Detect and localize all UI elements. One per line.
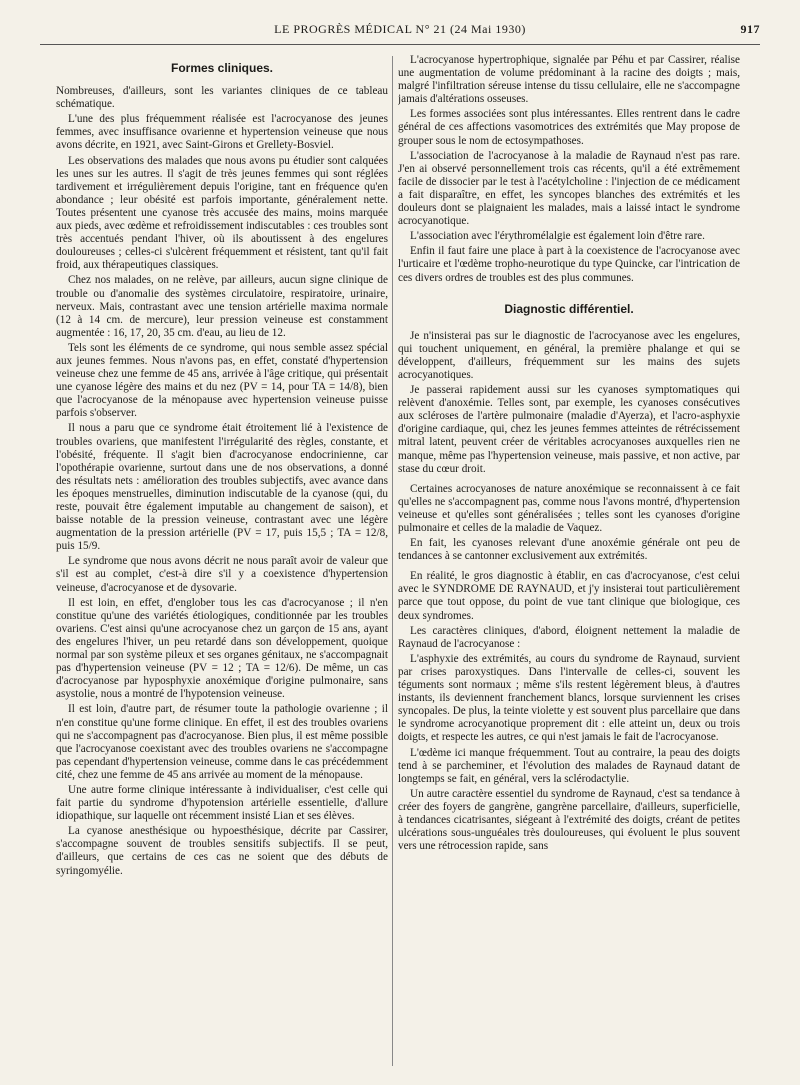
paragraph: Il est loin, en effet, d'englober tous les cas d'acrocyanose ; il n'en constitue qu'une des variétés étiologiques, conditionnée par les troubles ovariens. C'est ainsi qu'une acrocyanose chez un garçon de 15 ans, ayant des engelures l'hiver, un peu retardé dans son développement, quoique normal par son système pileux et ses organes génitaux, ne s'accompagnait pas d'hypertension veineuse (PV = 12 ; TA = 12/6). De même, un cas d'acrocyanose par hyposphyxie anoxémique d'origine pulmonaire, sans asystolie, nous a montré de l'hypotension veineuse.	[56, 596, 388, 701]
paragraph: La cyanose anesthésique ou hypoesthésique, décrite par Cassirer, s'accompagne souvent de troubles sensitifs subjectifs. Il se peut, d'ailleurs, que certains de ces cas ne soient que des débuts de syringomyélie.	[56, 825, 388, 877]
paragraph: L'acrocyanose hypertrophique, signalée par Péhu et par Cassirer, réalise une augmentation de volume prédominant à la racine des doigts ; mais, malgré l'infiltration séreuse intense du tissu cellulaire, elle ne s'accompagne jamais d'altérations osseuses.	[398, 54, 740, 106]
paragraph: Il nous a paru que ce syndrome était étroitement lié à l'existence de troubles ovariens, que manifestent l'irrégularité des règles, constante, et l'obésité, fréquente. Il s'agit bien d'acrocyanose endocrinienne, car l'opothérapie ovarienne, surtout dans une de nos observations, a donné des résultats nets : amélioration des troubles subjectifs, avec avance dans les époques menstruelles, diminution indiscutable de la cyanose (qui, du reste, pouvait être également imputable au changement de saison), et baisse notable de la pression veineuse, contrastant avec une légère augmentation de la pression artérielle (PV = 17, puis 15,5 ; TA = 12/8, puis 15/9.	[56, 422, 388, 553]
left-column	[56, 54, 388, 1074]
paragraph: Enfin il faut faire une place à part à la coexistence de l'acrocyanose avec l'urticaire et l'œdème tropho-neurotique du type Quincke, car l'intrication de ces divers ordres de troubles est des plus communes.	[398, 245, 740, 284]
paragraph: Certaines acrocyanoses de nature anoxémique se reconnaissent à ce fait qu'elles ne s'accompagnent pas, comme nous l'avons montré, d'hypertension veineuse et qu'elles sont généralisées ; telles sont les cyanoses d'origine pulmonaire et celles de la maladie de Vaquez.	[398, 482, 740, 534]
paragraph: L'asphyxie des extrémités, au cours du syndrome de Raynaud, survient par crises paroxystiques. Dans l'intervalle de celles-ci, souvent les téguments sont normaux ; même s'ils restent légèrement bleus, à d'autres instants, ils deviennent franchement blancs, lorsque surviennent les crises syncopales. De plus, la teinte violette y est souvent plus parcellaire que dans le syndrome acrocyanotique proprement dit : elle atteint un, deux ou trois doigts, et respecte les autres, ce qui n'est jamais le fait de l'acrocyanose.	[398, 652, 740, 744]
section-heading-diagnostic-differentiel: Diagnostic différentiel.	[504, 301, 634, 316]
running-header	[40, 20, 760, 45]
paragraph: Il est loin, d'autre part, de résumer toute la pathologie ovarienne ; il n'en constitue qu'une forme clinique. En effet, il est des troubles ovariens qui ne s'accompagnent pas d'acrocyanose. Bien plus, il est même possible que l'acrocyanose coexistant avec des troubles ovariens ne s'accompagne pas cependant d'hypertension veineuse, comme dans le cas précédemment cité, chez une femme de 45 ans arrivée au moment de la ménopause.	[56, 703, 388, 781]
paragraph: L'association avec l'érythromélalgie est également loin d'être rare.	[410, 230, 705, 243]
paragraph: Je passerai rapidement aussi sur les cyanoses symptomatiques qui relèvent d'anoxémie. Telles sont, par exemple, les cyanoses consécutives aux scléroses de l'artère pulmonaire (maladie d'Ayerza), et l'acro-asphyxie d'origine cardiaque, qui, chez les jeunes femmes atteintes de rétrécissement mitral latent, peuvent créer de véritables acrocyanoses auxquelles rien ne manque, même pas l'hypertension veineuse, mais passive, et non active, par stase du cœur droit.	[398, 384, 740, 475]
paragraph: Tels sont les éléments de ce syndrome, qui nous semble assez spécial aux jeunes femmes. Nous n'avons pas, en effet, constaté d'hypertension veineuse chez une femme de 45 ans, arrivée à l'âge critique, qui présentait une cyanose légère des mains et du nez (PV = 14, pour TA = 14/8), bien que l'acrocyanose de la ménopause avec hypertension veineuse puisse parfois s'observer.	[56, 341, 388, 420]
paragraph: Je n'insisterai pas sur le diagnostic de l'acrocyanose avec les engelures, qui touchent uniquement, en général, la première phalange et qui se développent, d'ailleurs, fréquemment sur les mains des sujets acrocyanotiques.	[398, 329, 740, 381]
paragraph: L'une des plus fréquemment réalisée est l'acrocyanose des jeunes femmes, avec insuffisance ovarienne et hypertension veineuse que nous avons décrite, en 1921, avec Saint-Girons et Grellety-Bosviel.	[56, 113, 388, 152]
right-column	[398, 54, 740, 1074]
paragraph: En réalité, le gros diagnostic à établir, en cas d'acrocyanose, c'est celui avec le SYNDROME DE RAYNAUD, et j'y insisterai tout particulièrement parce que tout oppose, du point de vue tant clinique que biologique, ces deux syndromes.	[398, 570, 740, 622]
column-divider	[392, 56, 393, 1066]
paragraph: Les observations des malades que nous avons pu étudier sont calquées les unes sur les autres. Il s'agit de très jeunes femmes qui sont réglées tardivement et irrégulièrement depuis l'origine, tant en fréquence qu'en abondance ; leur obésité est parfois importante, généralement nette. Toutes présentent une cyanose très accusée des mains, moins marquée aux pieds, avec œdème et refroidissement indiscutables : ces troubles sont très accentués pendant l'hiver, où ils aboutissent à des engelures douloureuses ; celles-ci s'ulcèrent fréquemment et résistent, tant qu'il fait froid, aux thérapeutiques classiques.	[56, 154, 388, 272]
paragraph: Les caractères cliniques, d'abord, éloignent nettement la maladie de Raynaud de l'acrocyanose :	[398, 624, 740, 650]
paragraph: En fait, les cyanoses relevant d'une anoxémie générale ont peu de tendances à se cantonner exclusivement aux extrémités.	[398, 537, 740, 563]
page-number: 917	[740, 22, 760, 36]
paragraph: Une autre forme clinique intéressante à individualiser, c'est celle qui fait partie du syndrome d'hypotension artérielle essentielle, d'allure idiopathique, sur laquelle ont récemment insisté Lian et ses élèves.	[56, 783, 388, 823]
paragraph: L'association de l'acrocyanose à la maladie de Raynaud n'est pas rare. J'en ai observé personnellement trois cas récents, qu'il a été extrêmement facile de dissocier par le test à l'acétylcholine : l'injection de ce médicament a fait disparaître, en effet, les syncopes blanches des extrémités et les douleurs dont se plaignaient les malades, mais a laissé intact le syndrome acrocyanotique.	[398, 149, 740, 228]
paragraph: L'œdème ici manque fréquemment. Tout au contraire, la peau des doigts tend à se parcheminer, et l'évolution des malades de Raynaud datant de longtemps se fait, en général, vers la sclérodactylie.	[398, 746, 740, 785]
paragraph: Un autre caractère essentiel du syndrome de Raynaud, c'est sa tendance à créer des foyers de gangrène, gangrène parcellaire, d'ailleurs, superficielle, à tendances cicatrisantes, siégeant à l'extrémité des doigts, créant de petites ulcérations sous-unguéales très douloureuses, qui évoluent le plus souvent vers une rétrocession rapide, sans	[398, 787, 740, 853]
section-heading-formes-cliniques: Formes cliniques.	[170, 61, 274, 75]
paragraph: Les formes associées sont plus intéressantes. Elles rentrent dans le cadre général de ces affections vasomotrices des extrémités que May propose de grouper sous le nom de ectosympathoses.	[398, 108, 740, 147]
journal-title: LE PROGRÈS MÉDICAL N° 21 (24 Mai 1930)	[274, 22, 526, 36]
paragraph: Chez nos malades, on ne relève, par ailleurs, aucun signe clinique de trouble ou d'anomalie des systèmes circulatoire, respiratoire, urinaire, nerveux. Mais, contrastant avec une tension artérielle maxima normale (12 à 14 cm. de mercure), leur pression veineuse est constamment augmentée : 16, 17, 20, 35 cm. d'eau, au lieu de 12.	[56, 274, 388, 339]
paragraph: Le syndrome que nous avons décrit ne nous paraît avoir de valeur que s'il est au complet, c'est-à dire s'il y a coexistence d'hypertension veineuse, d'acrocyanose et de dysovarie.	[56, 555, 388, 594]
paragraph: Nombreuses, d'ailleurs, sont les variantes cliniques de ce tableau schématique.	[56, 85, 388, 111]
